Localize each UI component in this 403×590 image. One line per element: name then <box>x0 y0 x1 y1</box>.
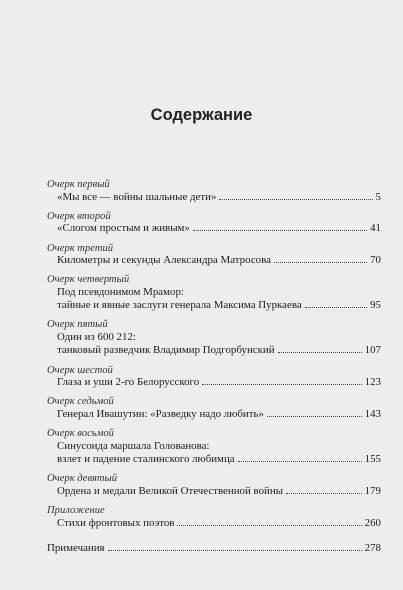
toc-entry-heading: Очерк седьмой <box>47 396 114 408</box>
page-number: 123 <box>364 376 381 389</box>
toc-line[interactable] <box>57 517 381 530</box>
toc-entry <box>47 505 381 530</box>
toc-line-title: взлет и падение сталинского любимца <box>57 452 235 465</box>
toc-line[interactable] <box>57 222 381 235</box>
toc-entry-heading: Очерк шестой <box>47 364 113 376</box>
dot-leader <box>177 525 361 526</box>
page-number: 95 <box>370 299 381 312</box>
toc-line-title: «Слогом простым и живым» <box>57 222 190 235</box>
toc-line[interactable] <box>57 191 381 204</box>
dot-leader <box>274 262 367 263</box>
toc-line[interactable] <box>57 376 381 389</box>
toc-line[interactable] <box>57 331 381 344</box>
toc-entry <box>47 274 381 312</box>
page-title: Содержание <box>150 106 253 124</box>
dot-leader <box>193 230 367 231</box>
toc-entry <box>47 179 381 204</box>
toc-line[interactable] <box>57 453 381 466</box>
toc-entry-heading: Очерк четвертый <box>47 274 130 286</box>
toc-line-title: «Мы все — войны шальные дети» <box>57 190 217 203</box>
page-number: 155 <box>364 452 381 465</box>
toc-line-title: Километры и секунды Александра Матросова <box>57 254 271 267</box>
toc-entry <box>47 396 381 421</box>
toc-entry-heading: Очерк второй <box>47 210 111 222</box>
toc-line[interactable] <box>57 344 381 357</box>
page-number: 5 <box>375 190 381 203</box>
toc-line-title: Глаза и уши 2-го Белорусского <box>57 376 200 389</box>
toc-entry <box>47 542 381 555</box>
toc-entry-heading: Очерк восьмой <box>47 428 114 440</box>
page-number: 107 <box>364 344 381 357</box>
toc-line-title: Генерал Ивашутин: «Разведку надо любить» <box>57 407 264 420</box>
toc-line[interactable] <box>57 408 381 421</box>
dot-leader <box>267 416 362 417</box>
dot-leader <box>238 461 362 462</box>
toc-line[interactable] <box>57 254 381 267</box>
toc-entry-heading: Очерк девятый <box>47 473 118 485</box>
dot-leader <box>202 384 361 385</box>
toc-line[interactable] <box>57 286 381 299</box>
toc-entry <box>47 365 381 390</box>
toc-line-title: Один из 600 212: <box>57 330 136 343</box>
dot-leader <box>278 352 362 353</box>
toc-line[interactable] <box>57 485 381 498</box>
page-number: 278 <box>364 541 381 554</box>
page-number: 143 <box>364 407 381 420</box>
toc-entry <box>47 428 381 466</box>
toc-line-title: Примечания <box>47 541 105 554</box>
toc-entry-heading: Очерк третий <box>47 242 114 254</box>
dot-leader <box>305 307 367 308</box>
table-of-contents <box>47 179 381 562</box>
page-number: 41 <box>370 222 381 235</box>
toc-line-title: Ордена и медали Великой Отечественной войны <box>57 484 284 497</box>
toc-line-title: Под псевдонимом Мрамор: <box>57 285 184 298</box>
toc-line[interactable] <box>57 440 381 453</box>
dot-leader <box>286 493 362 494</box>
dot-leader <box>219 199 372 200</box>
toc-entry <box>47 243 381 268</box>
toc-line-title: танковый разведчик Владимир Подгорбунский <box>57 344 275 357</box>
toc-entry <box>47 211 381 236</box>
toc-entry-heading: Очерк пятый <box>47 319 108 331</box>
toc-line-title: Стихи фронтовых поэтов <box>57 516 175 529</box>
toc-line-title: Синусоида маршала Голованова: <box>57 439 210 452</box>
toc-line[interactable] <box>57 299 381 312</box>
toc-entry <box>47 473 381 498</box>
toc-entry <box>47 319 381 357</box>
page-number: 70 <box>370 254 381 267</box>
page-number: 179 <box>364 484 381 497</box>
toc-entry-heading: Приложение <box>47 505 105 517</box>
toc-line[interactable] <box>47 542 381 555</box>
dot-leader <box>108 550 362 551</box>
toc-entry-heading: Очерк первый <box>47 179 110 190</box>
toc-line-title: тайные и явные заслуги генерала Максима Пуркаева <box>57 299 302 312</box>
page-number: 260 <box>364 516 381 529</box>
